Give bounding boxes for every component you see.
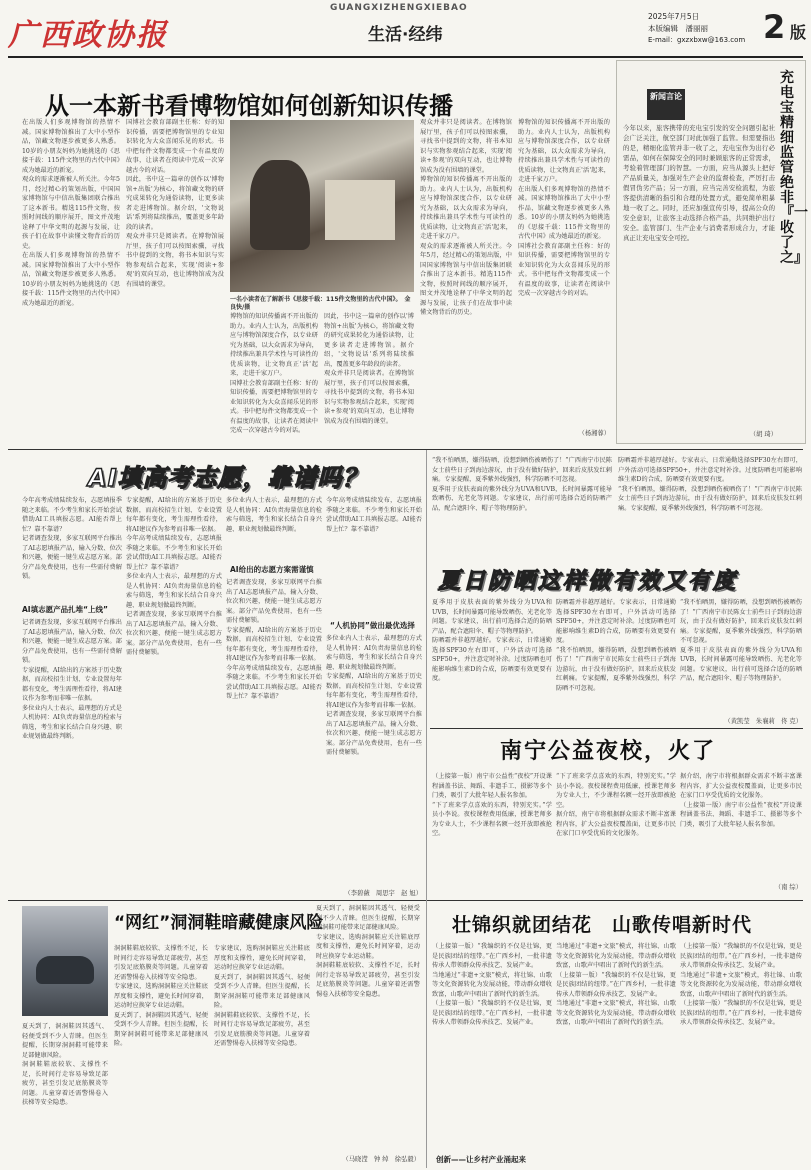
- page-editor: 本版编辑 潘丽丽: [648, 24, 708, 33]
- page-number: 2: [763, 8, 786, 46]
- shoe-title-text: “网红”洞洞鞋暗藏健康风险: [114, 913, 324, 933]
- commentary-text: 今年以来，旅客携带的充电宝引发的安全问题引起社会广泛关注，航空部门对此加强了监管。但需要指出的是，精细化监管并非一收了之，充电宝作为出行必需品，如何在保障安全的同时兼顾旅客的正常需求，考验着管理部门的智慧。一方面，应当从源头上把好产品质量关，加强对生产企业的监督检查，严厉打击假冒伪劣产品；另一方面，应当完善安检流程，为旅客提供清晰的指引和合理的处置方式，避免简单粗暴地一收了之。同时，还应加强宣传引导，提高公众的安全意识，让旅客主动选择合格产品，共同维护出行安全。监管部门、生产企业与消费者形成合力，才能真正让充电宝安全可控。: [623, 124, 775, 242]
- ai-col-3: 多位业内人士表示，最理想的方式是人机协同：AI负责海量信息的检索与筛选，考生和家长结合自身兴趣、职业规划做最终判断。: [226, 497, 322, 533]
- sun-left-top: “我不怕晒黑，嫌得防晒，没想到晒伤被晒伤了！”广西南宁市民陈女士前些日子到海边游玩，由于没有做好防护，回来后皮肤发红刺痛。专家提醒，夏季紫外线强烈，科学防晒不可忽视。 夏季用于皮肤表面的紫外线分为UVA和UVB，长时间暴露可能导致晒伤、光老化等问题。专家建议，出行前可选择合适的防晒产品，配合遮阳伞、帽子等物理防护。: [432, 457, 612, 512]
- lead-photo: [230, 120, 414, 292]
- ai-title: AI填高考志愿，靠谱吗？: [88, 464, 368, 492]
- ai-byline: （李碧薇 周思宇 赵 旭）: [344, 890, 422, 897]
- lead-byline: （杨湘蓉）: [578, 430, 610, 437]
- newspaper-logo: 广西政协报: [8, 18, 168, 53]
- page-unit: 版: [790, 23, 807, 42]
- sun-col-3: “我不怕晒黑，嫌得防晒，没想到晒伤被晒伤了！”广西南宁市民陈女士前些日子到海边游玩，由于没有做好防护，回来后皮肤发红刺痛。专家提醒，夏季紫外线强烈，科学防晒不可忽视。 夏季用于皮肤表面的紫外线分为UVA和UVB，长时间暴露可能导致晒伤、光老化等问题。专家建议，出行前可选择合适的防晒产品，配合遮阳伞、帽子等物理防护。: [680, 599, 802, 682]
- commentary-badge: 新闻言论: [647, 89, 685, 120]
- sun-byline: （黄凯莹 朱襄莉 佟 克）: [724, 718, 802, 725]
- folk-subhead: 创新——让乡村产业涌起来: [436, 1155, 526, 1164]
- masthead: [0, 0, 811, 58]
- shoe-col-4: 夏天到了，洞洞鞋因其透气、轻便受到不少人青睐。但医生提醒，长期穿洞洞鞋可能带来足部健康风险。 专家建议，选购洞洞鞋应关注鞋底厚度和支撑性，避免长时间穿着，运动时应换穿专业运动鞋。 洞洞鞋鞋底较软、支撑性不足，长时间行走容易导致足部疲劳，甚至引发足底筋膜炎等问题。儿童穿着还需警惕卷入扶梯等安全隐患。: [316, 905, 420, 998]
- lead-col-2: 国博社会教育部副主任称：好的知识传播，需要把博物馆里的专业知识转化为大众喜闻乐见的形式。书中把每件文物都变成一个有温度的故事，让读者在阅读中完成一次穿越古今的对话。 因此，书中这一篇章的创作以'博物馆+出版'为核心，将馆藏文物的研究成果转化为通俗读物，让更多读者走进博物馆。据介绍，'文物说话'系列将陆续推出，覆盖更多年龄段的读者。 观众并非只是阅读者。在博物馆展厅里，孩子们可以按图索骥，寻找书中提到的文物，将书本知识与实物参观结合起来，实现'阅读+参观'的双向互动，也让博物馆成为没有围墙的课堂。: [126, 119, 224, 288]
- shoe-byline: （马晓滢 钟 绰 徐弘毅）: [342, 1156, 420, 1163]
- sun-col-2: 防晒霜并非越厚越好。专家表示，日常通勤选择SPF30左右即可，户外活动可选择SPF50+，并注意定时补涂。过度防晒也可能影响维生素D的合成，防晒要有效更要有度。 “我不怕晒黑，嫌得防晒，没想到晒伤被晒伤了！”广西南宁市民陈女士前些日子到海边游玩，由于没有做好防护，回来后皮肤发红刺痛。专家提醒，夏季紫外线强烈，科学防晒不可忽视。: [556, 599, 676, 692]
- sun-title: [432, 562, 802, 594]
- nanning-col-1: （上接第一版）南宁市公益性“夜校”开设课程涵盖书法、舞蹈、非遗手工、摄影等多个门类，吸引了大批年轻人报名参加。 “下了班来学点喜欢的东西，特别充实。”学员小李说。夜校课程费用低廉，授课老师多为专业人士，不少课程名额一经开放即被抢空。: [432, 773, 552, 837]
- lead-col-1: 在出版人们多观博物馆的热情不减。国家博物馆推出了大中小型作品，馆藏文物逐步被更多人熟悉。10岁的小朋友妈妈为她挑选的《思接千载：115件文物里的古代中国》成为她最近的新宠。 观众的需求逐渐被人所关注。今年5月，经过精心的策划出版，中国国家博物馆与中信出版集团联合推出了这本新书。精选115件文物，按照时间线的顺序展开，图文并茂地诠释了中华文明的起源与发展，让孩子们在故事中读懂文物背后的历史。 在出版人们多观博物馆的热情不减。国家博物馆推出了大中小型作品，馆藏文物逐步被更多人熟悉。10岁的小朋友妈妈为她挑选的《思接千载：115件文物里的古代中国》成为她最近的新宠。: [22, 119, 120, 307]
- folk-title: 壮锦织就团结花 山歌传唱新时代: [452, 914, 753, 936]
- ai-col-2: 专家提醒，AI给出的方案基于历史数据，而高校招生计划、专业设置每年都有变化，考生需理性看待，将AI建议作为参考而非唯一依据。 今年高考成绩陆续发布，志愿填报季随之来临。不少考生和家长开始尝试借助AI工具填报志愿。AI能否帮上忙？靠不靠谱？ 多位业内人士表示，最理想的方式是人机协同：AI负责海量信息的检索与筛选，考生和家长结合自身兴趣、职业规划做最终判断。 记者调查发现，多家互联网平台推出了AI志愿填报产品，输入分数、位次和兴趣，便能一键生成志愿方案。部分产品免费使用，也有一些需付费解锁。: [126, 497, 222, 656]
- ai-subhead-3: “人机协同”做出最优选择: [330, 621, 415, 630]
- lead-col-5: 观众并非只是阅读者。在博物馆展厅里，孩子们可以按图索骥，寻找书中提到的文物，将书本知识与实物参观结合起来，实现'阅读+参观'的双向互动，也让博物馆成为没有围墙的课堂。 博物馆的知识传播离不开出版的助力。业内人士认为，出版机构应与博物馆深度合作，以专业研究为基础，以大众需求为导向，持续推出兼具学术性与可读性的优质读物，让文物真正'活'起来，走进千家万户。 观众的需求逐渐被人所关注。今年5月，经过精心的策划出版，中国国家博物馆与中信出版集团联合推出了这本新书。精选115件文物，按照时间线的顺序展开，图文并茂地诠释了中华文明的起源与发展，让孩子们在故事中读懂文物背后的历史。: [420, 119, 512, 316]
- sun-right-top: 防晒霜并非越厚越好。专家表示，日常通勤选择SPF30左右即可，户外活动可选择SPF50+，并注意定时补涂。过度防晒也可能影响维生素D的合成，防晒要有效更要有度。 “我不怕晒黑，嫌得防晒，没想到晒伤被晒伤了！”广西南宁市民陈女士前些日子到海边游玩，由于没有做好防护，回来后皮肤发红刺痛。专家提醒，夏季紫外线强烈，科学防晒不可忽视。: [618, 457, 802, 512]
- lead-col-3: 博物馆的知识传播离不开出版的助力。业内人士认为，出版机构应与博物馆深度合作，以专业研究为基础，以大众需求为导向，持续推出兼具学术性与可读性的优质读物，让文物真正'活'起来，走进千家万户。 国博社会教育部副主任称：好的知识传播，需要把博物馆里的专业知识转化为大众喜闻乐见的形式。书中把每件文物都变成一个有温度的故事，让读者在阅读中完成一次穿越古今的对话。: [230, 313, 318, 434]
- ai-col-1: 今年高考成绩陆续发布，志愿填报季随之来临。不少考生和家长开始尝试借助AI工具填报志愿。AI能否帮上忙？靠不靠谱？ 记者调查发现，多家互联网平台推出了AI志愿填报产品，输入分数、位次和兴趣，便能一键生成志愿方案。部分产品免费使用，也有一些需付费解锁。: [22, 497, 122, 580]
- section-name: 生活·经纬: [368, 25, 443, 45]
- shoe-col-2: 洞洞鞋鞋底较软、支撑性不足，长时间行走容易导致足部疲劳，甚至引发足底筋膜炎等问题。儿童穿着还需警惕卷入扶梯等安全隐患。 专家建议，选购洞洞鞋应关注鞋底厚度和支撑性，避免长时间穿着，运动时应换穿专业运动鞋。 夏天到了，洞洞鞋因其透气、轻便受到不少人青睐。但医生提醒，长期穿洞洞鞋可能带来足部健康风险。: [114, 945, 208, 1047]
- lead-photo-caption: 一名小读者在了解新书《思接千载：115件文物里的古代中国》。 金良快/摄: [230, 296, 411, 311]
- lead-headline: 从一本新书看博物馆如何创新知识传播: [45, 92, 453, 120]
- issue-date: 2025年7月5日: [648, 12, 700, 21]
- editor-email: E-mail：gxzxbxw@163.com: [648, 36, 746, 44]
- commentary-title: 充电宝精细监管绝非『一收了之』: [780, 70, 808, 266]
- folk-col-3: （上接第一版）“我编织的不仅是壮锦，更是民族团结的纽带。”在广西乡村，一批非遗传承人带领群众传承技艺、发展产业。 当地通过“非遗+文旅”模式，将壮锦、山歌等文化资源转化为发展动能，带动群众增收致富，山歌声中唱出了新时代的新生活。 （上接第一版）“我编织的不仅是壮锦，更是民族团结的纽带。”在广西乡村，一批非遗传承人带领群众传承技艺、发展产业。: [680, 943, 802, 1026]
- shoe-col-1: 夏天到了，洞洞鞋因其透气、轻便受到不少人青睐。但医生提醒，长期穿洞洞鞋可能带来足部健康风险。 洞洞鞋鞋底较软、支撑性不足，长时间行走容易导致足部疲劳，甚至引发足底筋膜炎等问题。儿童穿着还需警惕卷入扶梯等安全隐患。: [22, 1023, 108, 1106]
- sun-title-text: 夏日防晒这样做有效又有度: [438, 569, 739, 594]
- commentary-box: [616, 60, 806, 444]
- lead-col-6: 博物馆的知识传播离不开出版的助力。业内人士认为，出版机构应与博物馆深度合作，以专业研究为基础，以大众需求为导向，持续推出兼具学术性与可读性的优质读物，让文物真正'活'起来，走进千家万户。 在出版人们多观博物馆的热情不减。国家博物馆推出了大中小型作品，馆藏文物逐步被更多人熟悉。10岁的小朋友妈妈为她挑选的《思接千载：115件文物里的古代中国》成为她最近的新宠。 国博社会教育部副主任称：好的知识传播，需要把博物馆里的专业知识转化为大众喜闻乐见的形式。书中把每件文物都变成一个有温度的故事，让读者在阅读中完成一次穿越古今的对话。: [518, 119, 610, 297]
- ai-subhead-1: AI填志愿产品扎堆“上线”: [22, 605, 108, 614]
- ai-col-1b: 记者调查发现，多家互联网平台推出了AI志愿填报产品，输入分数、位次和兴趣，便能一键生成志愿方案。部分产品免费使用，也有一些需付费解锁。 专家提醒，AI给出的方案基于历史数据，而高校招生计划、专业设置每年都有变化，考生需理性看待，将AI建议作为参考而非唯一依据。 多位业内人士表示，最理想的方式是人机协同：AI负责海量信息的检索与筛选，考生和家长结合自身兴趣、职业规划做最终判断。: [22, 619, 122, 740]
- ai-col-4b: 多位业内人士表示，最理想的方式是人机协同：AI负责海量信息的检索与筛选，考生和家长结合自身兴趣、职业规划做最终判断。 专家提醒，AI给出的方案基于历史数据，而高校招生计划、专业设置每年都有变化，考生需理性看待，将AI建议作为参考而非唯一依据。 记者调查发现，多家互联网平台推出了AI志愿填报产品，输入分数、位次和兴趣，便能一键生成志愿方案。部分产品免费使用，也有一些需付费解锁。: [326, 635, 422, 756]
- lead-col-4: 因此，书中这一篇章的创作以'博物馆+出版'为核心，将馆藏文物的研究成果转化为通俗读物，让更多读者走进博物馆。据介绍，'文物说话'系列将陆续推出，覆盖更多年龄段的读者。 观众并非只是阅读者。在博物馆展厅里，孩子们可以按图索骥，寻找书中提到的文物，将书本知识与实物参观结合起来，实现'阅读+参观'的双向互动，也让博物馆成为没有围墙的课堂。: [324, 313, 414, 425]
- nanning-col-3: 据介绍，南宁市将根据群众需求不断丰富课程内容，扩大公益夜校覆盖面，让更多市民在家门口享受优质的文化服务。 （上接第一版）南宁市公益性“夜校”开设课程涵盖书法、舞蹈、非遗手工、摄影等多个门类，吸引了大批年轻人报名参加。: [680, 773, 802, 828]
- shoe-col-3: 专家建议，选购洞洞鞋应关注鞋底厚度和支撑性，避免长时间穿着，运动时应换穿专业运动鞋。 夏天到了，洞洞鞋因其透气、轻便受到不少人青睐。但医生提醒，长期穿洞洞鞋可能带来足部健康风险。 洞洞鞋鞋底较软、支撑性不足，长时间行走容易导致足部疲劳，甚至引发足底筋膜炎等问题。儿童穿着还需警惕卷入扶梯等安全隐患。: [214, 945, 310, 1047]
- shoe-photo: [22, 906, 108, 1016]
- nanning-col-2: “下了班来学点喜欢的东西，特别充实。”学员小李说。夜校课程费用低廉，授课老师多为专业人士，不少课程名额一经开放即被抢空。 据介绍，南宁市将根据群众需求不断丰富课程内容，扩大公益夜校覆盖面，让更多市民在家门口享受优质的文化服务。: [556, 773, 676, 837]
- ai-subhead-2: AI给出的志愿方案需谨慎: [230, 565, 314, 574]
- commentary-byline: （胡 琦）: [749, 431, 777, 438]
- ai-col-3b: 记者调查发现，多家互联网平台推出了AI志愿填报产品，输入分数、位次和兴趣，便能一键生成志愿方案。部分产品免费使用，也有一些需付费解锁。 专家提醒，AI给出的方案基于历史数据，而高校招生计划、专业设置每年都有变化，考生需理性看待，将AI建议作为参考而非唯一依据。 今年高考成绩陆续发布，志愿填报季随之来临。不少考生和家长开始尝试借助AI工具填报志愿。AI能否帮上忙？靠不靠谱？: [226, 579, 322, 700]
- nanning-title: 南宁公益夜校，火了: [500, 739, 717, 764]
- folk-col-1: （上接第一版）“我编织的不仅是壮锦，更是民族团结的纽带。”在广西乡村，一批非遗传承人带领群众传承技艺、发展产业。 当地通过“非遗+文旅”模式，将壮锦、山歌等文化资源转化为发展动能，带动群众增收致富，山歌声中唱出了新时代的新生活。 （上接第一版）“我编织的不仅是壮锦，更是民族团结的纽带。”在广西乡村，一批非遗传承人带领群众传承技艺、发展产业。: [432, 943, 552, 1026]
- masthead-pinyin: GUANGXIZHENGXIEBAO: [330, 3, 468, 13]
- sun-col-1: 夏季用于皮肤表面的紫外线分为UVA和UVB，长时间暴露可能导致晒伤、光老化等问题。专家建议，出行前可选择合适的防晒产品，配合遮阳伞、帽子等物理防护。 防晒霜并非越厚越好。专家表示，日常通勤选择SPF30左右即可，户外活动可选择SPF50+，并注意定时补涂。过度防晒也可能影响维生素D的合成，防晒要有效更要有度。: [432, 599, 552, 682]
- nanning-byline: （南 综）: [774, 884, 802, 891]
- shoe-title: [114, 906, 324, 942]
- folk-col-2: 当地通过“非遗+文旅”模式，将壮锦、山歌等文化资源转化为发展动能，带动群众增收致富，山歌声中唱出了新时代的新生活。 （上接第一版）“我编织的不仅是壮锦，更是民族团结的纽带。”在广西乡村，一批非遗传承人带领群众传承技艺、发展产业。 当地通过“非遗+文旅”模式，将壮锦、山歌等文化资源转化为发展动能，带动群众增收致富，山歌声中唱出了新时代的新生活。: [556, 943, 676, 1026]
- ai-col-4: 今年高考成绩陆续发布，志愿填报季随之来临。不少考生和家长开始尝试借助AI工具填报志愿。AI能否帮上忙？靠不靠谱？: [326, 497, 422, 533]
